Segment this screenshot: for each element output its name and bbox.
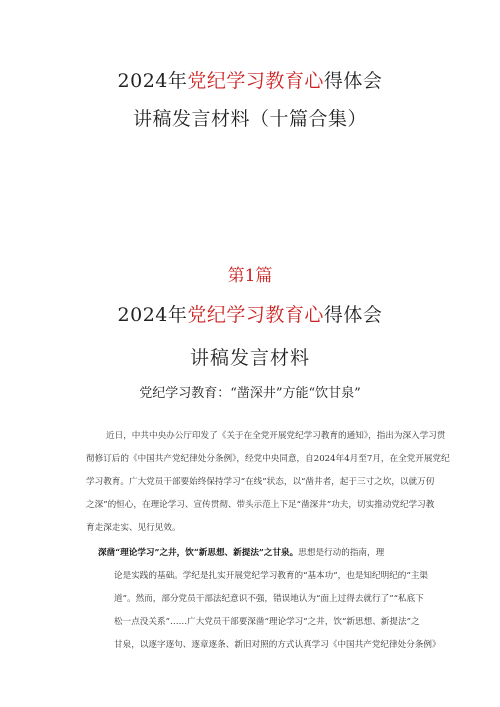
paragraph-text: 思想是行动的指南，理	[298, 548, 385, 558]
cover-title-suffix: 得体会	[323, 70, 383, 92]
paragraph-line: 甘泉，以逐字逐句、逐章逐条、新旧对照的方式认真学习《中国共产党纪律处分条例》	[114, 640, 441, 650]
paragraph-line: 论是实践的基础。学纪是扎实开展党纪学习教育的“基本功”，也是知纪明纪的“主渠	[114, 571, 428, 581]
paragraph-line: 育走深走实、见行见效。	[86, 523, 181, 533]
article-title-suffix: 得体会	[323, 304, 383, 326]
paragraph-heading: 深凿“理论学习”之井，饮“新思想、新提法”之甘泉。	[98, 548, 299, 558]
paragraph-line: 道”。然而，部分党员干部法纪意识不强，错误地认为“面上过得去就行了”“私底下	[114, 594, 424, 604]
paragraph-intro	[86, 425, 450, 540]
paragraph-line: 学习教育。广大党员干部要始终保持学习“在线”状态，以“凿井者，起于三寸之坎，以就万仞	[86, 477, 435, 487]
paragraph-line	[98, 542, 428, 565]
cover-title-line1	[0, 66, 500, 93]
paragraph-line: 松一点没关系”……广大党员干部要深凿“理论学习”之井，饮“新思想、新提法”之	[114, 617, 420, 627]
paragraph-theory	[98, 542, 441, 657]
paragraph-line: 彻修订后的《中国共产党纪律处分条例》，经党中央同意，自2024年4月至7月，在全党开展党纪	[86, 454, 450, 464]
paragraph-line: 近日，中共中央办公厅印发了《关于在全党开展党纪学习教育的通知》，指出为深入学习贯	[106, 431, 446, 441]
article-title-line1	[0, 300, 500, 327]
article-subtitle: 党纪学习教育：“凿深井”方能“饮甘泉”	[139, 386, 361, 401]
cover-title-year: 2024年	[117, 70, 188, 92]
article-title-year: 2024年	[117, 304, 188, 326]
article-number: 第1篇	[227, 266, 273, 286]
article-title-highlight: 党纪学习教育心	[187, 304, 324, 326]
paragraph-line: 之深”的恒心，在理论学习、宣传贯彻、带头示范上下足“凿深井”功夫，切实推动党纪学习教	[86, 500, 435, 510]
cover-title-highlight: 党纪学习教育心	[187, 70, 324, 92]
article-title-line2: 讲稿发言材料	[189, 347, 310, 369]
cover-title-line2: 讲稿发言材料（十篇合集）	[132, 108, 367, 130]
